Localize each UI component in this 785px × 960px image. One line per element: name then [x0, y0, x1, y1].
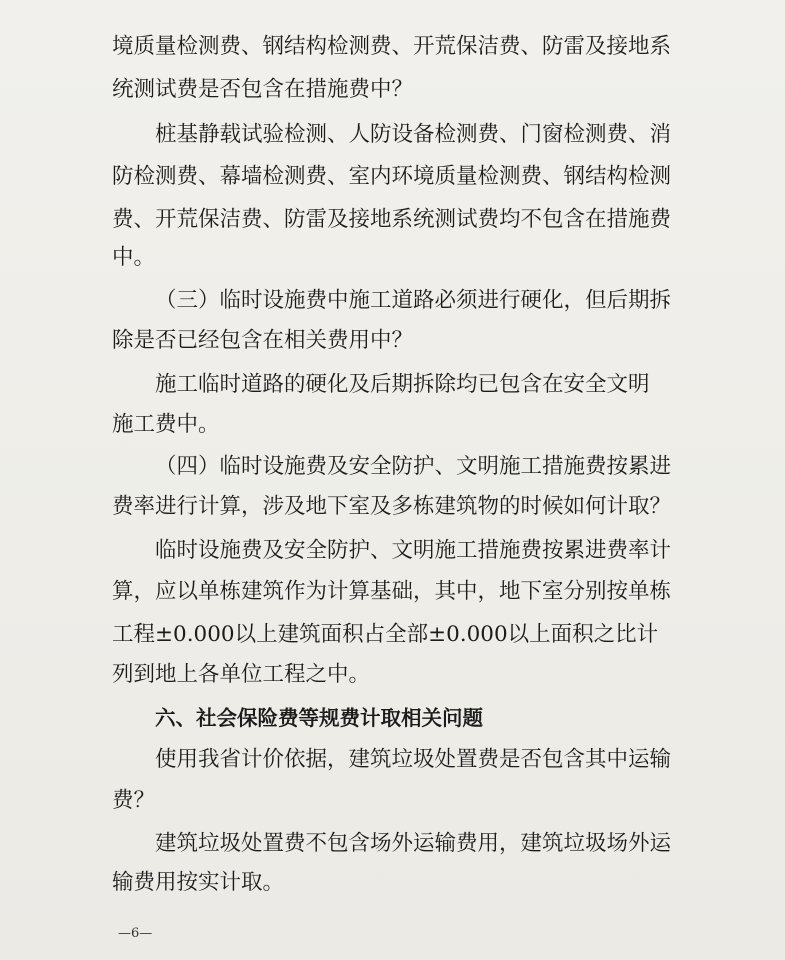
text-line: 施工临时道路的硬化及后期拆除均已包含在安全文明	[155, 372, 650, 397]
text-line: 使用我省计价依据，建筑垃圾处置费是否包含其中运输	[155, 747, 672, 772]
section-heading-3: （三）临时设施费中施工道路必须进行硬化，但后期拆	[155, 288, 672, 313]
section-heading-6: 六、社会保险费等规费计取相关问题	[155, 706, 483, 730]
page-number: —6—	[118, 926, 153, 941]
text-line: 临时设施费及安全防护、文明施工措施费按累进费率计	[155, 538, 672, 563]
text-line: 防检测费、幕墙检测费、室内环境质量检测费、钢结构检测	[112, 164, 672, 189]
text-line: 工程±0.000以上建筑面积占全部±0.000以上面积之比计	[112, 622, 659, 647]
text-line: 建筑垃圾处置费不包含场外运输费用，建筑垃圾场外运	[155, 831, 672, 856]
section-heading-4: （四）临时设施费及安全防护、文明施工措施费按累进	[155, 454, 672, 479]
text-line: 列到地上各单位工程之中。	[112, 662, 371, 687]
text-line: 费、开荒保洁费、防雷及接地系统测试费均不包含在措施费	[112, 207, 672, 232]
text-line: 施工费中。	[112, 412, 220, 437]
text-line: 境质量检测费、钢结构检测费、开荒保洁费、防雷及接地系	[112, 34, 672, 59]
text-line: 桩基静载试验检测、人防设备检测费、门窗检测费、消	[155, 122, 672, 147]
text-line: 费率进行计算，涉及地下室及多栋建筑物的时候如何计取？	[112, 494, 672, 519]
text-line: 输费用按实计取。	[112, 870, 285, 895]
text-line: 统测试费是否包含在措施费中？	[112, 77, 414, 102]
text-line: 中。	[112, 245, 156, 270]
text-line: 除是否已经包含在相关费用中？	[112, 328, 414, 353]
text-line: 算，应以单栋建筑作为计算基础，其中，地下室分别按单栋	[112, 579, 672, 604]
text-line: 费？	[112, 788, 156, 813]
